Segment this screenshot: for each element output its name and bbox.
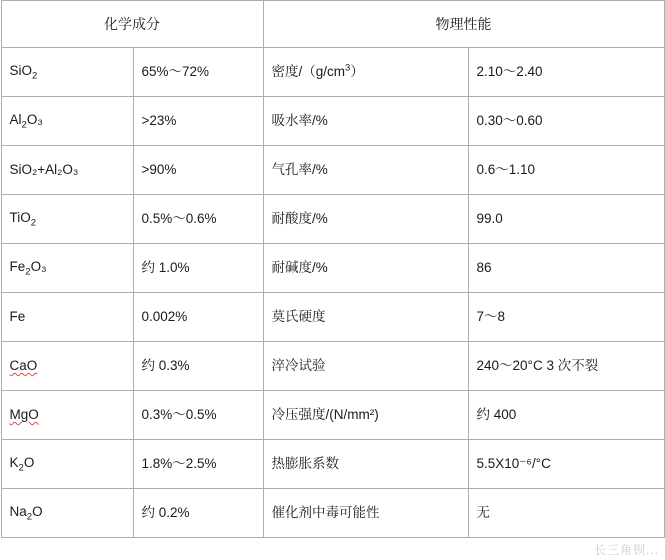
table-header-row	[1, 1, 664, 48]
phys-name-cell: 耐碱度/%	[263, 244, 468, 293]
table-row	[1, 97, 664, 146]
chem-name-text: CaO	[9, 358, 38, 374]
chem-name-text: TiO	[9, 210, 31, 226]
table-row	[1, 489, 664, 538]
phys-name-cell: 莫氏硬度	[263, 293, 468, 342]
chem-name-cell	[1, 97, 133, 146]
phys-name-superscript: 3	[345, 62, 351, 74]
chem-value-cell: 0.002%	[133, 293, 263, 342]
table-row	[1, 440, 664, 489]
phys-value-cell: 86	[468, 244, 664, 293]
phys-value-cell: 5.5X10⁻⁶/°C	[468, 440, 664, 489]
chem-value-cell: 1.8%～2.5%	[133, 440, 263, 489]
phys-name-cell: 淬冷试验	[263, 342, 468, 391]
chem-name-subscript: 2	[32, 71, 38, 83]
phys-name-cell: 催化剂中毒可能性	[263, 489, 468, 538]
chem-name-cell: SiO₂+Al₂O₃	[1, 146, 133, 195]
chem-name-text: Fe	[9, 259, 26, 275]
chem-value-cell: 约 0.3%	[133, 342, 263, 391]
phys-value-cell: 99.0	[468, 195, 664, 244]
phys-value-cell: 7～8	[468, 293, 664, 342]
table-row	[1, 244, 664, 293]
table-row	[1, 391, 664, 440]
chem-name-cell	[1, 195, 133, 244]
chem-name-subscript: 2	[30, 218, 37, 230]
chem-name-cell: Fe	[1, 293, 133, 342]
phys-name-cell: 吸水率/%	[263, 97, 468, 146]
chem-value-cell: >23%	[133, 97, 263, 146]
header-chemical: 化学成分	[1, 1, 263, 48]
table-row	[1, 195, 664, 244]
chem-name-text: MgO	[9, 407, 39, 423]
phys-value-cell: 2.10～2.40	[468, 48, 664, 97]
phys-value-cell: 0.6～1.10	[468, 146, 664, 195]
chem-value-cell: 约 1.0%	[133, 244, 263, 293]
chem-name-text: Al	[9, 112, 22, 128]
chem-name-suffix: O	[32, 504, 43, 520]
chem-value-cell: 0.5%～0.6%	[133, 195, 263, 244]
phys-value-cell: 约 400	[468, 391, 664, 440]
phys-name-text: 密度/（g/cm	[271, 64, 346, 80]
table-row	[1, 293, 664, 342]
chem-value-cell: 约 0.2%	[133, 489, 263, 538]
chem-name-subscript: 2	[21, 120, 27, 132]
chem-name-cell	[1, 440, 133, 489]
phys-name-suffix: ）	[350, 64, 364, 80]
phys-name-cell: 气孔率/%	[263, 146, 468, 195]
phys-name-cell: 热膨胀系数	[263, 440, 468, 489]
chem-name-subscript: 2	[25, 267, 31, 279]
chem-name-cell	[1, 489, 133, 538]
material-spec-table	[1, 0, 665, 538]
chem-value-cell: 0.3%～0.5%	[133, 391, 263, 440]
table-row	[1, 146, 664, 195]
header-physical: 物理性能	[263, 1, 664, 48]
chem-name-suffix: O₃	[30, 259, 47, 275]
phys-value-cell: 无	[468, 489, 664, 538]
phys-value-cell: 240～20°C 3 次不裂	[468, 342, 664, 391]
chem-value-cell: 65%～72%	[133, 48, 263, 97]
table-row	[1, 48, 664, 97]
chem-name-text: SiO	[9, 63, 33, 79]
chem-name-suffix: O	[23, 455, 35, 471]
chem-value-cell: >90%	[133, 146, 263, 195]
chem-name-cell	[1, 342, 133, 391]
chem-name-text: K	[9, 455, 19, 471]
watermark-text: 长三角钡...	[593, 543, 659, 557]
phys-name-cell	[263, 48, 468, 97]
chem-name-cell	[1, 244, 133, 293]
chem-name-suffix: O₃	[26, 112, 43, 128]
chem-name-subscript: 2	[18, 463, 24, 475]
chem-name-subscript: 2	[26, 512, 33, 524]
phys-name-cell: 耐酸度/%	[263, 195, 468, 244]
chem-name-text: Na	[9, 504, 27, 520]
table-row	[1, 342, 664, 391]
phys-name-cell: 冷压强度/(N/mm²)	[263, 391, 468, 440]
chem-name-cell	[1, 48, 133, 97]
phys-value-cell: 0.30～0.60	[468, 97, 664, 146]
chem-name-cell	[1, 391, 133, 440]
